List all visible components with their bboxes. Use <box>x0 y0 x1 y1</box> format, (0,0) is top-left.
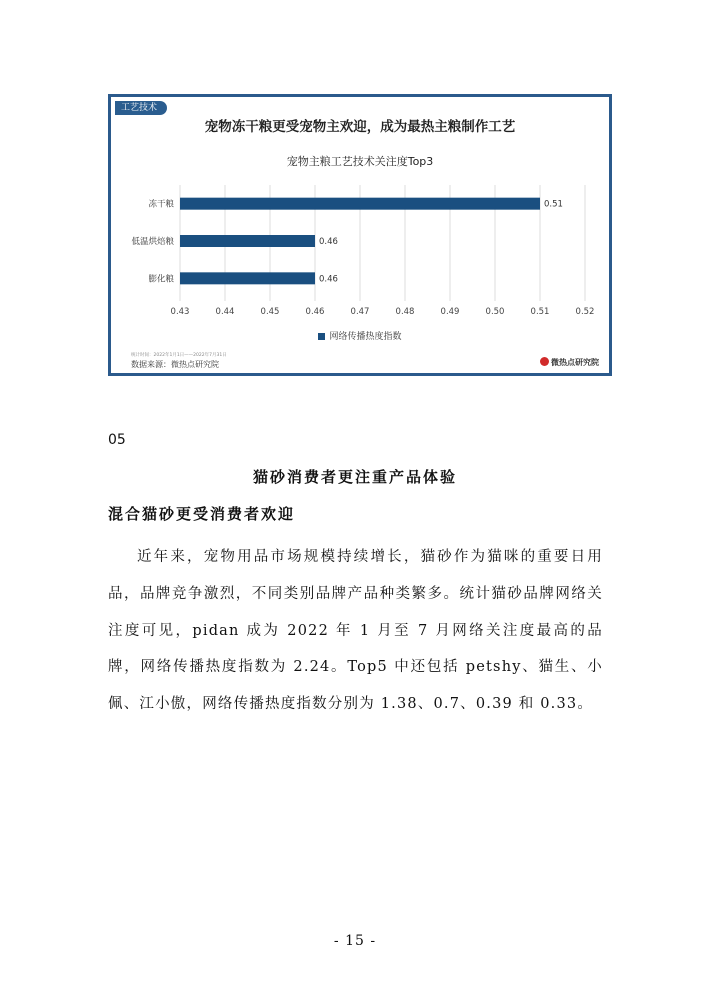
bar <box>180 198 540 210</box>
data-label: 0.46 <box>319 274 338 285</box>
stat-period: 统计时间：2022年1月1日——2022年7月31日 <box>131 353 227 358</box>
section-heading: 猫砂消费者更注重产品体验 <box>252 468 457 486</box>
x-tick-label: 0.46 <box>305 307 325 317</box>
category-label: 低温烘焙粮 <box>131 237 174 247</box>
data-source: 数据来源：微热点研究院 <box>131 360 219 369</box>
x-tick-label: 0.45 <box>260 307 280 317</box>
x-tick-label: 0.51 <box>530 307 550 317</box>
x-tick-label: 0.48 <box>395 307 415 317</box>
category-label: 膨化粮 <box>148 274 174 285</box>
body-paragraph: 近年来，宠物用品市场规模持续增长，猫砂作为猫咪的重要日用品，品牌竞争激烈，不同类别品牌产品种类繁多。统计猫砂品牌网络关注度可见，pidan 成为 2022 年 1 月至 7 月网络关注度最高的品牌，网络传播热度指数为 2.24。Top5 中还包括 petshy、猫生、小佩、江小傲，网络传播热度指数分别为 1.38、0.7、0.39 和 0.33。 <box>108 549 603 713</box>
x-tick-label: 0.47 <box>350 307 370 317</box>
bar <box>180 235 315 247</box>
chart-title: 宠物主粮工艺技术关注度Top3 <box>286 155 434 168</box>
page-number: - 15 - <box>333 933 377 949</box>
figure-tag: 工艺技术 <box>115 101 167 115</box>
data-label: 0.46 <box>319 237 338 247</box>
legend-swatch <box>318 333 325 340</box>
x-tick-label: 0.50 <box>485 307 505 317</box>
chart-legend <box>111 329 609 342</box>
logo-text: 微热点研究院 <box>551 358 599 367</box>
figure-headline: 宠物冻干粮更受宠物主欢迎，成为最热主粮制作工艺 <box>204 119 516 135</box>
x-tick-label: 0.43 <box>170 307 190 317</box>
x-tick-label: 0.44 <box>215 307 235 317</box>
section-number: 05 <box>108 432 126 448</box>
sub-heading: 混合猫砂更受消费者欢迎 <box>108 505 296 523</box>
logo-icon <box>540 357 549 366</box>
category-label: 冻干粮 <box>148 199 174 210</box>
brand-logo <box>540 357 599 368</box>
data-label: 0.51 <box>544 199 563 210</box>
chart-figure <box>108 94 612 376</box>
x-tick-label: 0.52 <box>575 307 595 317</box>
x-tick-label: 0.49 <box>440 307 460 317</box>
bar <box>180 272 315 284</box>
legend-label: 网络传播热度指数 <box>329 332 402 342</box>
